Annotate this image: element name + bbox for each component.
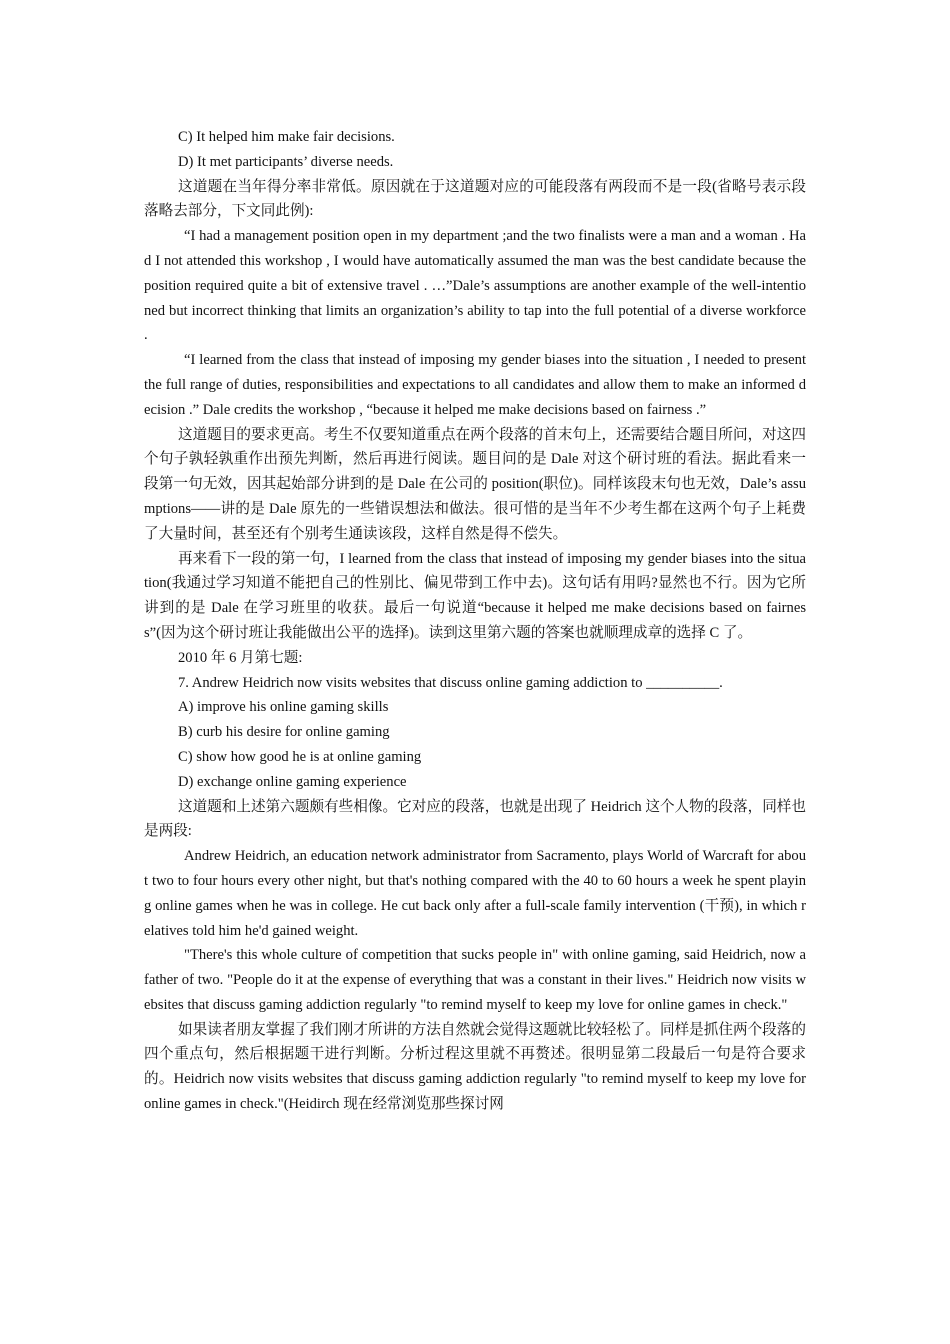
analysis-paragraph-1: 这道题在当年得分率非常低。原因就在于这道题对应的可能段落有两段而不是一段(省略号表示段落略去部分，下文同此例):	[144, 178, 806, 220]
option-d-q6: D) It met participants’ diverse needs.	[178, 153, 394, 170]
passage-paragraph-2: "There's this whole culture of competition that sucks people in" with online gaming, said Heidrich, now a father of two. "People do it at the expense of everything that was a constant in their lives." Heidrich now visits websites that discuss gaming addiction regularly "to remind myself to keep my love for online games in check."	[144, 947, 806, 1013]
analysis-paragraph-4: 这道题和上述第六题颇有些相像。它对应的段落，也就是出现了 Heidrich 这个人物的段落，同样也是两段:	[144, 798, 806, 840]
question-heading: 2010 年 6 月第七题:	[178, 649, 303, 666]
analysis-paragraph-2: 这道题目的要求更高。考生不仅要知道重点在两个段落的首末句上，还需要结合题目所问，对这四个句子孰轻孰重作出预先判断，然后再进行阅读。题目问的是 Dale 对这个研讨班的看法。据此看来一段第一句无效，因其起始部分讲到的是 Dale 在公司的 position(职位)。同样该段末句也无效，Dale’s assumptions——讲的是 Dale 原先的一些错误想法和做法。很可惜的是当年不少考生都在这两个句子上耗费了大量时间，甚至还有个别考生通读该段，这样自然是得不偿失。	[144, 426, 806, 542]
quote-paragraph-1: “I had a management position open in my department ;and the two finalists were a man and a woman . Had I not attended this workshop , I would have automatically assumed the man was the best candidate because the position required quite a bit of extensive travel . …”Dale’s assumptions are another example of the well-intentioned but incorrect thinking that limits an organization’s ability to tap into the full potential of a diverse workforce .	[144, 228, 806, 344]
option-a-q7: A) improve his online gaming skills	[178, 699, 389, 716]
option-d-q7: D) exchange online gaming experience	[178, 773, 407, 790]
document-page	[144, 125, 806, 1117]
quote-paragraph-2: “I learned from the class that instead of imposing my gender biases into the situation , I needed to present the full range of duties, responsibilities and expectations to all candidates and allow them to make an informed decision .” Dale credits the workshop , “because it helped me make decisions based on fairness .”	[144, 352, 806, 418]
question-7: 7. Andrew Heidrich now visits websites that discuss online gaming addiction to __________.	[178, 674, 723, 691]
option-c-q7: C) show how good he is at online gaming	[178, 748, 422, 765]
option-c-q6: C) It helped him make fair decisions.	[178, 129, 395, 145]
analysis-paragraph-5: 如果读者朋友掌握了我们刚才所讲的方法自然就会觉得这题就比较轻松了。同样是抓住两个段落的四个重点句，然后根据题干进行判断。分析过程这里就不再赘述。很明显第二段最后一句是符合要求的。Heidrich now visits websites that discuss gaming addiction regularly "to remind myself to keep my love for online games in check."(Heidirch 现在经常浏览那些探讨网	[144, 1021, 806, 1113]
passage-paragraph-1: Andrew Heidrich, an education network administrator from Sacramento, plays World of Warcraft for about two to four hours every other night, but that's nothing compared with the 40 to 60 hours a week he spent playing online games when he was in college. He cut back only after a full-scale family intervention (干预), in which relatives told him he'd gained weight.	[144, 848, 806, 939]
option-b-q7: B) curb his desire for online gaming	[178, 724, 390, 741]
analysis-paragraph-3: 再来看下一段的第一句，I learned from the class that instead of imposing my gender biases into the situation(我通过学习知道不能把自己的性别比、偏见带到工作中去)。这句话有用吗?显然也不行。因为它所讲到的是 Dale 在学习班里的收获。最后一句说道“because it helped me make decisions based on fairness”(因为这个研讨班让我能做出公平的选择)。读到这里第六题的答案也就顺理成章的选择 C 了。	[144, 550, 806, 641]
